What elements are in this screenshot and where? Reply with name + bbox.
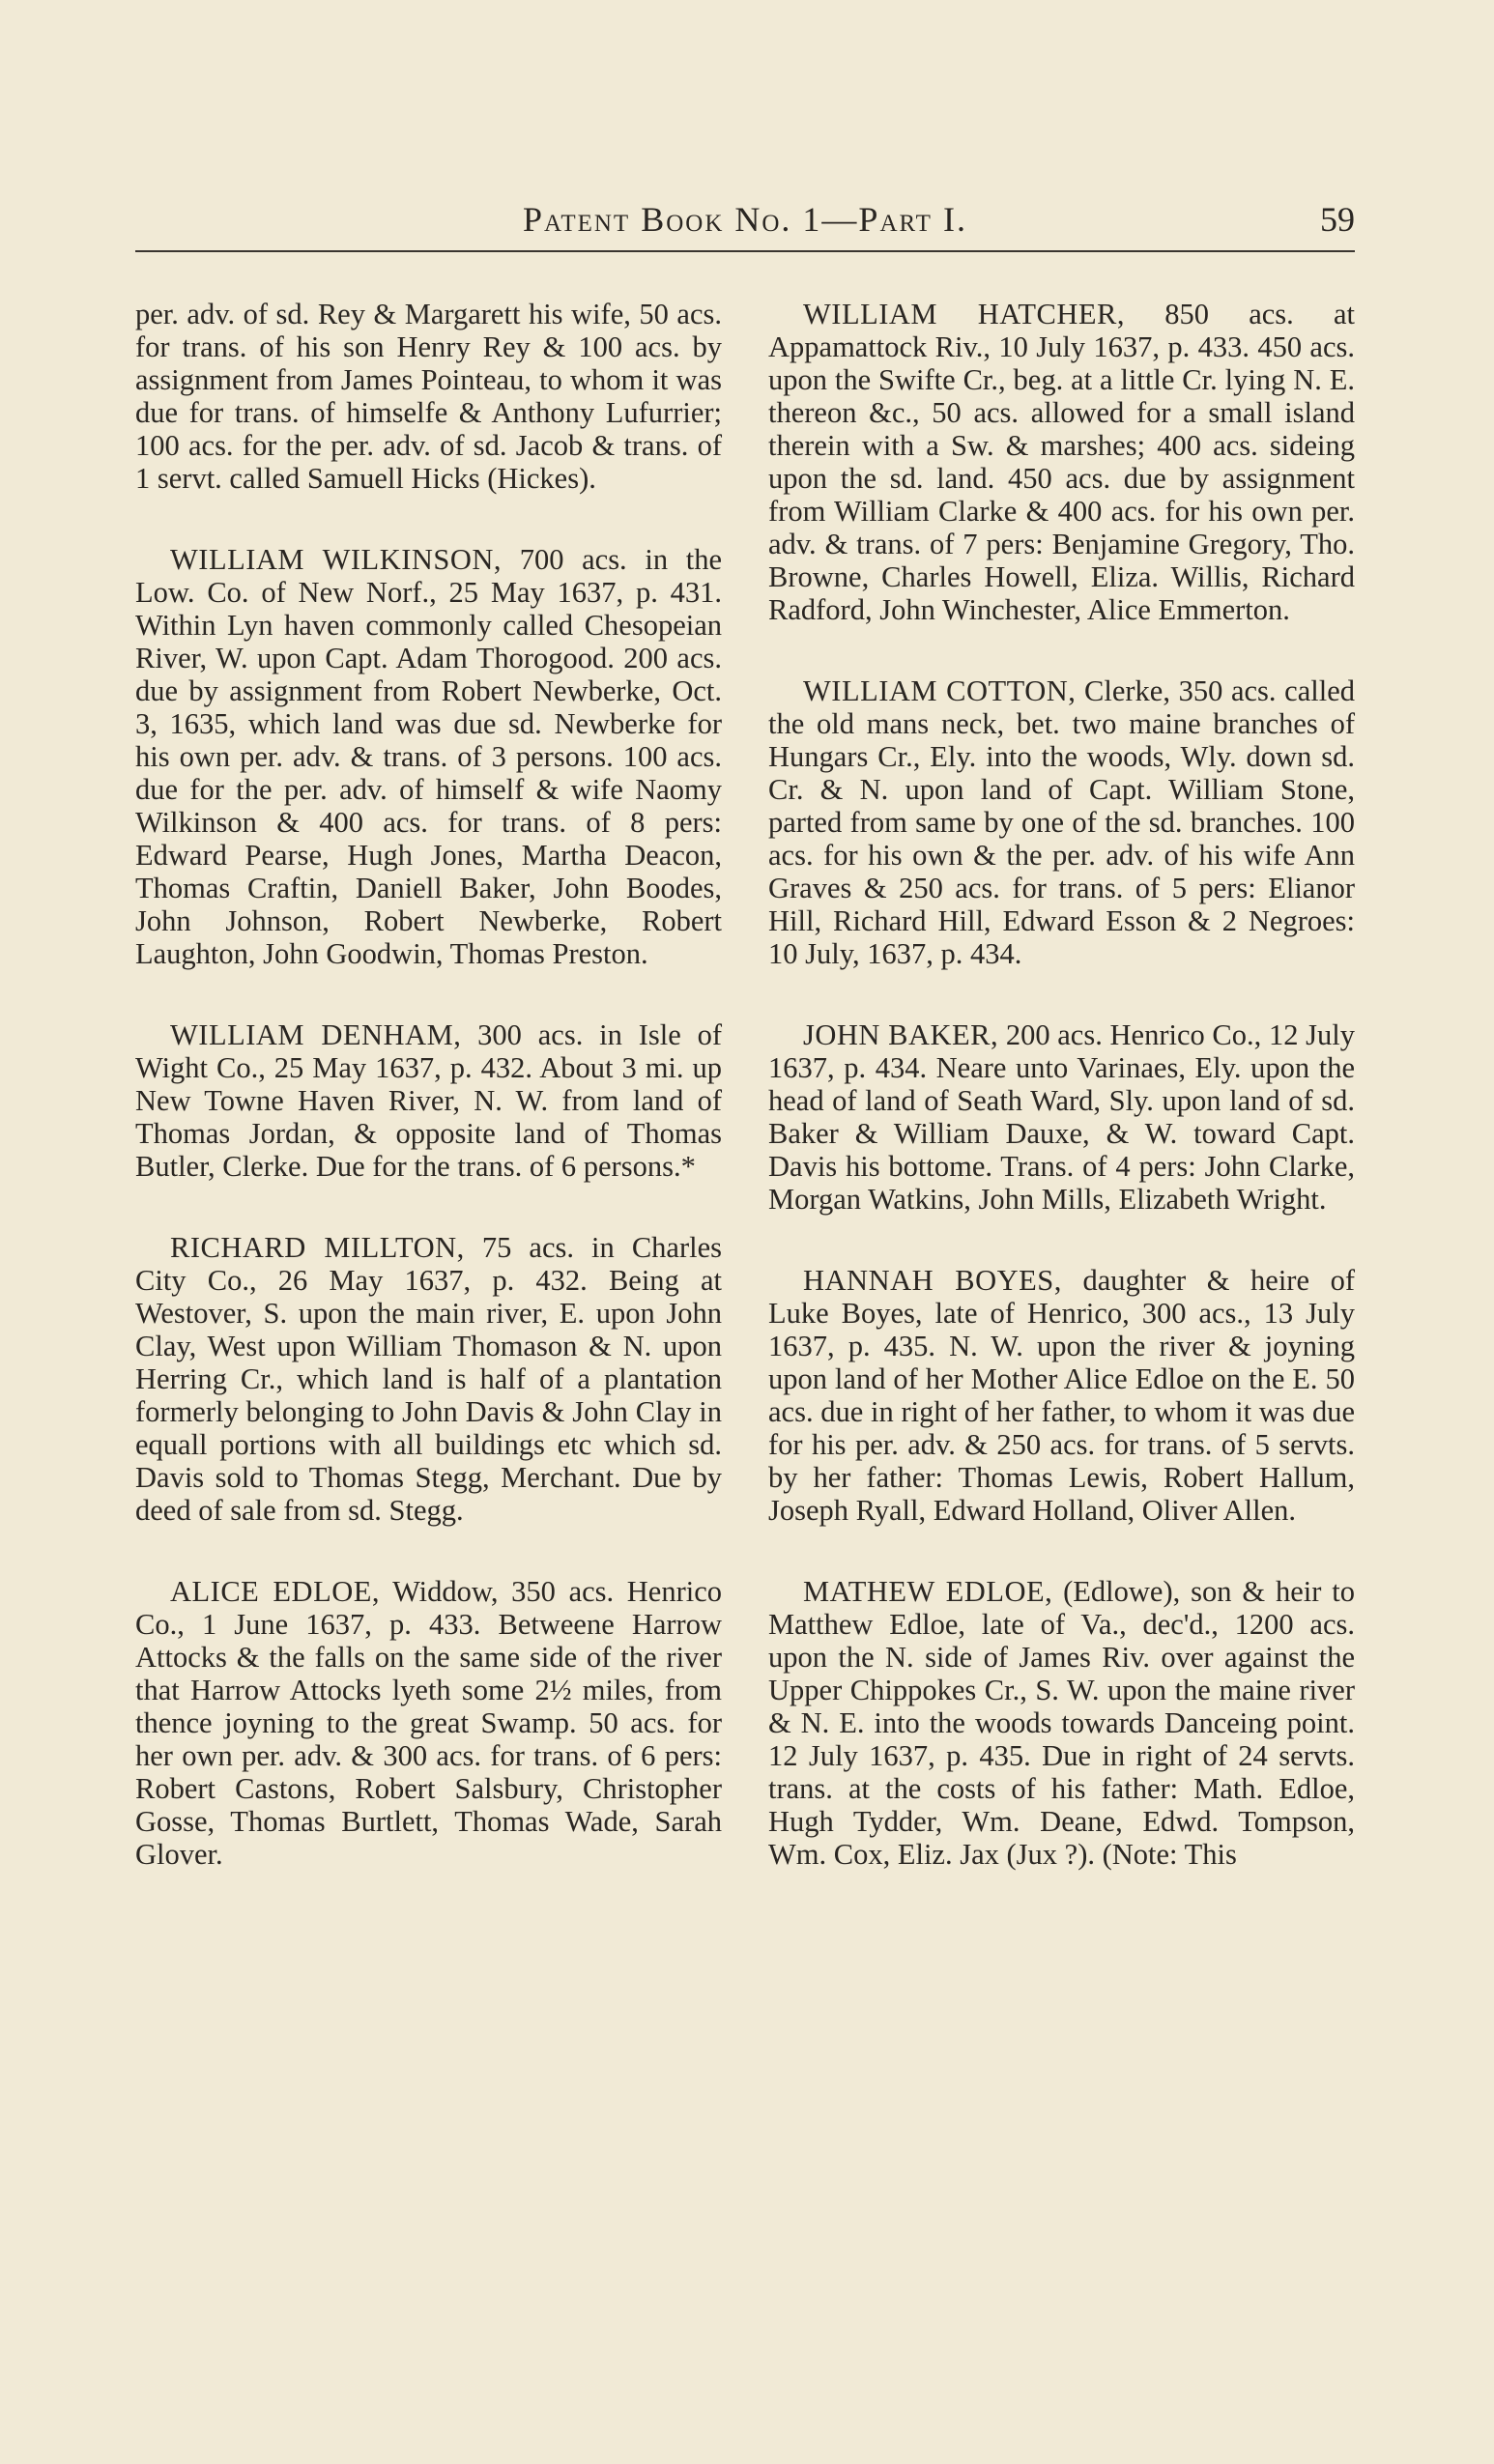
left-column bbox=[135, 298, 722, 1919]
running-title: Patent Book No. 1—Part I. bbox=[523, 200, 967, 239]
entry-text: 75 acs. in Charles City Co., 26 May 1637, p. 432. Being at Westover, S. upon the main river, E. upon John Clay, West upon William Thomason & N. upon Herring Cr., which land is half of a plantation formerly belonging to John Davis & John Clay in equall portions with all buildings etc which sd. Davis sold to Thomas Stegg, Merchant. Due by deed of sale from sd. Stegg. bbox=[135, 1231, 722, 1527]
patent-entry bbox=[135, 543, 722, 970]
page-header bbox=[135, 198, 1355, 252]
patent-entry bbox=[135, 1018, 722, 1183]
patent-entry bbox=[768, 674, 1355, 970]
patent-entry bbox=[768, 1018, 1355, 1216]
patent-entry bbox=[768, 298, 1355, 626]
entry-name: HANNAH BOYES, bbox=[803, 1264, 1062, 1297]
entry-text: daughter & heire of Luke Boyes, late of Henrico, 300 acs., 13 July 1637, p. 435. N. W. upon the river & joyning upon land of her Mother Alice Edloe on the E. 50 acs. due in right of her father, to whom it was due for his per. adv. & 250 acs. for trans. of 5 servts. by her father: Thomas Lewis, Robert Hallum, Joseph Ryall, Edward Holland, Oliver Allen. bbox=[768, 1264, 1355, 1527]
entry-name: JOHN BAKER, bbox=[803, 1018, 999, 1051]
patent-entry bbox=[135, 1231, 722, 1527]
entry-name: WILLIAM HATCHER, bbox=[803, 298, 1125, 330]
entry-name: MATHEW EDLOE, bbox=[803, 1575, 1053, 1608]
entry-text: per. adv. of sd. Rey & Margarett his wife, 50 acs. for trans. of his son Henry Rey & 100 acs. by assignment from James Pointeau, to whom it was due for trans. of himselfe & Anthony Lufurrier; 100 acs. for the per. adv. of sd. Jacob & trans. of 1 servt. called Samuell Hicks (Hickes). bbox=[135, 298, 722, 495]
page-number: 59 bbox=[1320, 200, 1355, 239]
entry-text: Widdow, 350 acs. Henrico Co., 1 June 1637, p. 433. Betweene Harrow Attocks & the falls on the same side of the river that Harrow Attocks lyeth some 2½ miles, from thence joyning to the great Swamp. 50 acs. for her own per. adv. & 300 acs. for trans. of 6 pers: Robert Castons, Robert Salsbury, Christopher Gosse, Thomas Burtlett, Thomas Wade, Sarah Glover. bbox=[135, 1575, 722, 1871]
entry-text: 300 acs. in Isle of Wight Co., 25 May 1637, p. 432. About 3 mi. up New Towne Haven River, N. W. from land of Thomas Jordan, & opposite land of Thomas Butler, Clerke. Due for the trans. of 6 persons.* bbox=[135, 1018, 722, 1183]
entry-name: WILLIAM WILKINSON, bbox=[170, 543, 503, 576]
entry-text: 700 acs. in the Low. Co. of New Norf., 25 May 1637, p. 431. Within Lyn haven commonly called Chesopeian River, W. upon Capt. Adam Thorogood. 200 acs. due by assignment from Robert Newberke, Oct. 3, 1635, which land was due sd. Newberke for his own per. adv. & trans. of 3 persons. 100 acs. due for the per. adv. of himself & wife Naomy Wilkinson & 400 acs. for trans. of 8 pers: Edward Pearse, Hugh Jones, Martha Deacon, Thomas Craftin, Daniell Baker, John Boodes, John Johnson, Robert Newberke, Robert Laughton, John Goodwin, Thomas Preston. bbox=[135, 543, 722, 970]
entry-text: (Edlowe), son & heir to Matthew Edloe, late of Va., dec'd., 1200 acs. upon the N. side of James Riv. over against the Upper Chippokes Cr., S. W. upon the maine river & N. E. into the woods towards Danceing point. 12 July 1637, p. 435. Due in right of 24 servts. trans. at the costs of his father: Math. Edloe, Hugh Tydder, Wm. Deane, Edwd. Tompson, Wm. Cox, Eliz. Jax (Jux ?). (Note: This bbox=[768, 1575, 1356, 1871]
right-column bbox=[768, 298, 1355, 1919]
entry-name: WILLIAM COTTON, bbox=[803, 674, 1077, 707]
patent-entry bbox=[768, 1264, 1355, 1527]
entry-text: 850 acs. at Appamattock Riv., 10 July 1637, p. 433. 450 acs. upon the Swifte Cr., beg. at a little Cr. lying N. E. thereon &c., 50 acs. allowed for a small island therein with a Sw. & marshes; 400 acs. sideing upon the sd. land. 450 acs. due by assignment from William Clarke & 400 acs. for his own per. adv. & trans. of 7 pers: Benjamine Gregory, Tho. Browne, Charles Howell, Eliza. Willis, Richard Radford, John Winchester, Alice Emmerton. bbox=[768, 298, 1355, 626]
entry-text: Clerke, 350 acs. called the old mans neck, bet. two maine branches of Hungars Cr., Ely. into the woods, Wly. down sd. Cr. & N. upon land of Capt. William Stone, parted from same by one of the sd. branches. 100 acs. for his own & the per. adv. of his wife Ann Graves & 250 acs. for trans. of 5 pers: Elianor Hill, Richard Hill, Edward Esson & 2 Negroes: 10 July, 1637, p. 434. bbox=[768, 674, 1355, 970]
patent-entry bbox=[135, 298, 722, 495]
entry-name: WILLIAM DENHAM, bbox=[170, 1018, 462, 1051]
entry-text: 200 acs. Henrico Co., 12 July 1637, p. 434. Neare unto Varinaes, Ely. upon the head of land of Seath Ward, Sly. upon land of sd. Baker & William Dauxe, & W. toward Capt. Davis his bottome. Trans. of 4 pers: John Clarke, Morgan Watkins, John Mills, Elizabeth Wright. bbox=[768, 1018, 1355, 1216]
patent-entry bbox=[135, 1575, 722, 1871]
entry-name: ALICE EDLOE, bbox=[170, 1575, 380, 1608]
entry-name: RICHARD MILLTON, bbox=[170, 1231, 465, 1264]
patent-entry bbox=[768, 1575, 1355, 1871]
